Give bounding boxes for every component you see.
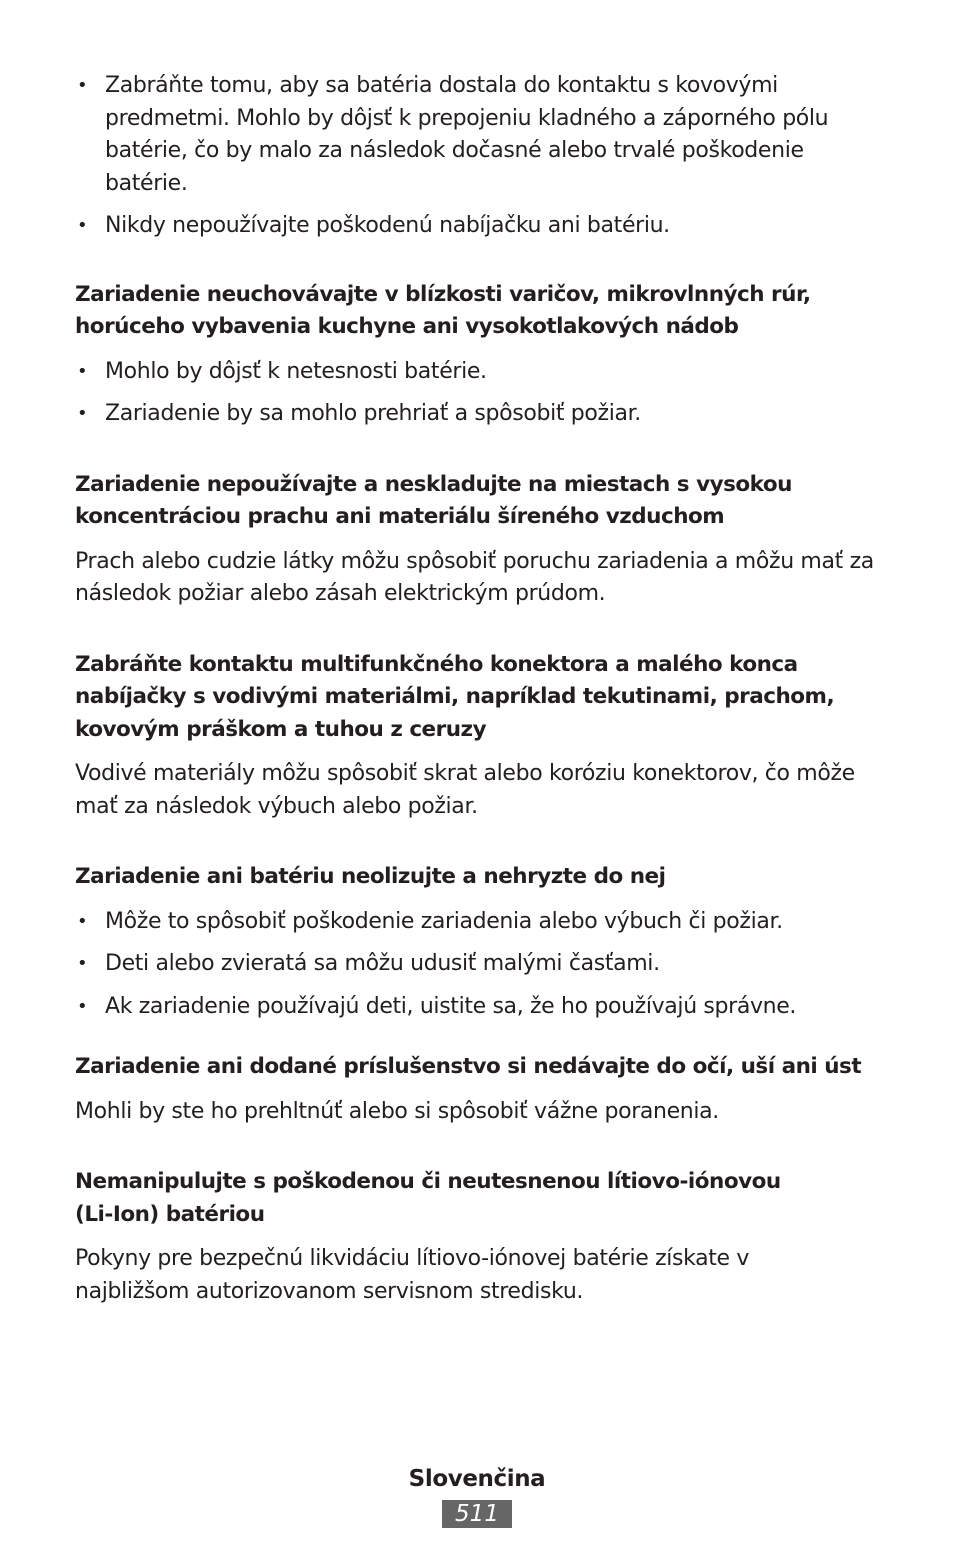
bullet-icon: • — [77, 215, 88, 236]
page-footer — [0, 1462, 954, 1528]
list-item: • Ak zariadenie používajú deti, uistite sa, že ho používajú správne. — [75, 991, 890, 1024]
list-item: • Môže to spôsobiť poškodenie zariadenia alebo výbuch či požiar. — [75, 906, 890, 939]
bullet-list — [75, 356, 890, 431]
section-dust — [75, 469, 890, 611]
bullet-icon: • — [77, 910, 88, 932]
section-li-ion-battery — [75, 1166, 890, 1308]
section-heading: Nemanipulujte s poškodenou či neutesnenou lítiovo-iónovou (Li-Ion) batériou — [75, 1169, 781, 1227]
list-item: • Mohlo by dôjsť k netesnosti batérie. — [75, 356, 890, 389]
section-heading: Zariadenie ani dodané príslušenstvo si nedávajte do očí, uší ani úst — [75, 1054, 862, 1079]
section-heat-sources — [75, 279, 890, 431]
list-item: • Nikdy nepoužívajte poškodenú nabíjačku ani batériu. — [75, 210, 890, 243]
list-item: • Deti alebo zvieratá sa môžu udusiť malými časťami. — [75, 948, 890, 981]
section-heading: Zariadenie nepoužívajte a neskladujte na miestach s vysokou koncentráciou prachu ani materiálu šíreného vzduchom — [75, 471, 792, 529]
page-content — [75, 70, 890, 1308]
bullet-icon: • — [77, 953, 88, 974]
section-paragraph: Vodivé materiály môžu spôsobiť skrat alebo koróziu konektorov, čo môže mať za následok výbuch alebo požiar. — [75, 761, 855, 819]
page-number: 511 — [442, 1500, 512, 1528]
section-no-chewing — [75, 861, 890, 1023]
bullet-icon: • — [77, 403, 88, 424]
section-heading: Zabráňte kontaktu multifunkčného konektora a malého konca nabíjačky s vodivými materiálmi, napríklad tekutinami, prachom, kovovým práškom a tuhou z ceruzy — [75, 651, 835, 742]
section-conductive-materials — [75, 649, 890, 824]
footer-language: Slovenčina — [408, 1466, 546, 1492]
list-item: • Zariadenie by sa mohlo prehriať a spôsobiť požiar. — [75, 398, 890, 431]
section-paragraph: Pokyny pre bezpečnú likvidáciu lítiovo-iónovej batérie získate v najbližšom autorizovanom servisnom stredisku. — [75, 1246, 750, 1304]
bullet-icon: • — [77, 360, 88, 382]
intro-bullet-list — [75, 70, 890, 243]
bullet-icon: • — [77, 75, 88, 96]
bullet-icon: • — [77, 995, 88, 1017]
section-paragraph: Prach alebo cudzie látky môžu spôsobiť poruchu zariadenia a môžu mať za následok požiar alebo zásah elektrickým prúdom. — [75, 548, 874, 606]
section-paragraph: Mohli by ste ho prehltnúť alebo si spôsobiť vážne poranenia. — [75, 1098, 719, 1124]
bullet-list — [75, 906, 890, 1024]
list-item: • Zabráňte tomu, aby sa batéria dostala do kontaktu s kovovými predmetmi. Mohlo by dôjsť k prepojeniu kladného a záporného pólu batérie, čo by malo za následok dočasné alebo trvalé poškodenie batérie. — [75, 70, 890, 200]
section-heading: Zariadenie ani batériu neolizujte a nehryzte do nej — [75, 864, 666, 889]
section-eyes-ears-mouth — [75, 1051, 890, 1128]
section-heading: Zariadenie neuchovávajte v blízkosti varičov, mikrovlnných rúr, horúceho vybavenia kuchyne ani vysokotlakových nádob — [75, 281, 811, 339]
